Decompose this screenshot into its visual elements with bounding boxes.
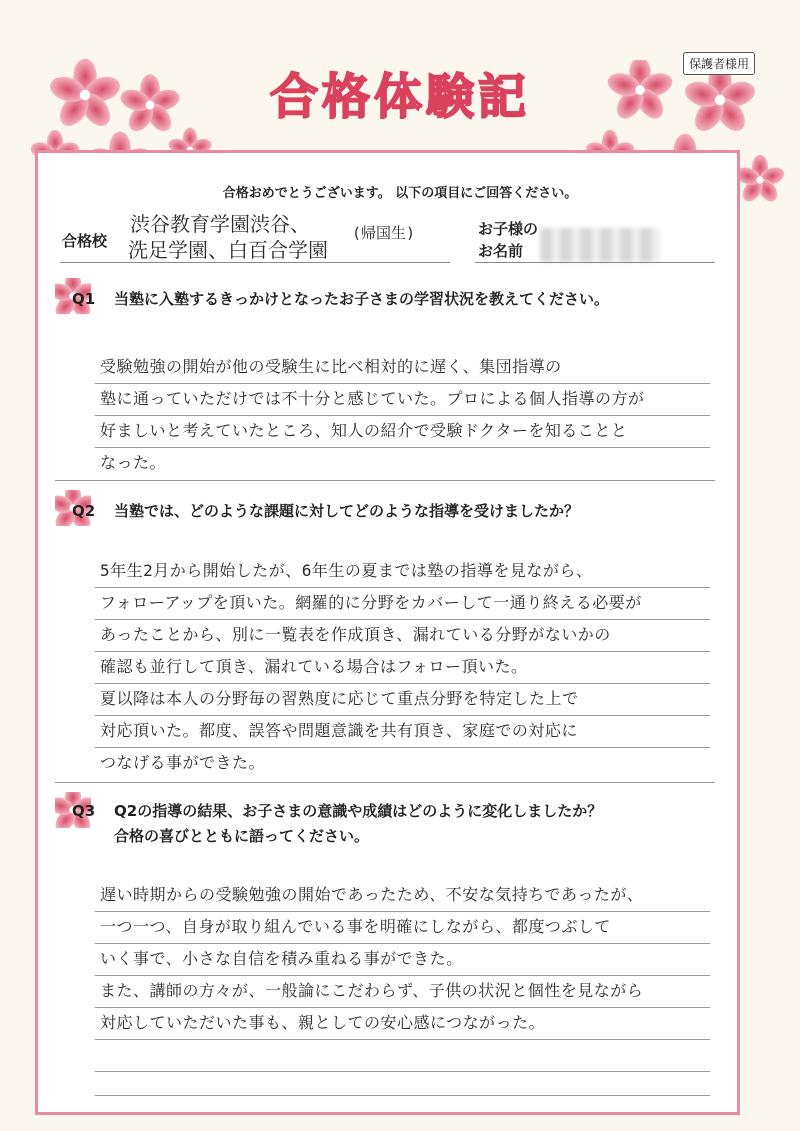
question-2-text: 当塾では、どのような課題に対してどのような指導を受けましたか？ [114, 502, 580, 520]
answer-1-line: なった。 [100, 453, 167, 472]
name-underline [475, 262, 715, 263]
answer-3-line: また、講師の方々が、一般論にこだわらず、子供の状況と個性を見ながら [100, 981, 644, 1000]
school-label: 合格校 [62, 232, 108, 250]
question-3-number: Q3 [72, 802, 96, 820]
answer-rule [95, 1071, 710, 1072]
answer-2 [100, 556, 712, 780]
answer-2-line: 確認も並行して頂き、漏れている場合はフォロー頂いた。 [100, 657, 528, 676]
child-name-label-2: お名前 [478, 242, 524, 260]
answer-3-line: 対応していただいた事も、親としての安心感につながった。 [100, 1013, 546, 1032]
answer-1 [100, 352, 712, 480]
question-2 [72, 500, 579, 521]
returnee-note: (帰国生) [352, 224, 416, 242]
section-separator [55, 782, 715, 783]
school-line-1: 渋谷教育学園渋谷、 [130, 212, 310, 236]
answer-2-line: あったことから、別に一覧表を作成頂き、漏れている分野がないかの [100, 625, 611, 644]
question-1-text: 当塾に入塾するきっかけとなったお子さまの学習状況を教えてください。 [114, 290, 610, 308]
answer-2-line: フォローアップを頂いた。網羅的に分野をカバーして一通り終える必要が [100, 593, 642, 612]
answer-2-line: 5年生2月から開始したが、6年生の夏までは塾の指導を見ながら、 [100, 561, 593, 580]
answer-3-line: いく事で、小さな自信を積み重ねる事ができた。 [100, 949, 463, 968]
intro-text: 合格おめでとうございます。 以下の項目にご回答ください。 [222, 186, 578, 201]
answer-2-line: 対応頂いた。都度、誤答や問題意識を共有頂き、家庭での対応に [100, 721, 578, 740]
answer-2-line: 夏以降は本人の分野毎の習熟度に応じて重点分野を特定した上で [100, 689, 579, 708]
school-line-2: 洗足学園、白百合学園 [128, 238, 328, 262]
answer-1-line: 受験勉強の開始が他の受験生に比べ相対的に遅く、集団指導の [100, 357, 562, 376]
question-3-subtext: 合格の喜びとともに語ってください。 [114, 827, 370, 845]
answer-rule [95, 1095, 710, 1096]
answer-1-line: 好ましいと考えていたところ、知人の紹介で受験ドクターを知ることと [100, 421, 628, 440]
parent-use-badge: 保護者様用 [683, 52, 755, 75]
question-2-number: Q2 [72, 502, 96, 520]
answer-1-line: 塾に通っていただけでは不十分と感じていた。プロによる個人指導の方が [100, 389, 645, 408]
question-1 [72, 288, 609, 309]
redacted-name [540, 228, 660, 262]
child-name-label-1: お子様の [478, 220, 539, 238]
answer-3-line: 一つ一つ、自身が取り組んでいる事を明確にしながら、都度つぶして [100, 917, 611, 936]
question-3-text: Q2の指導の結果、お子さまの意識や成績はどのように変化しましたか？ [114, 802, 603, 820]
question-1-number: Q1 [72, 290, 96, 308]
question-3 [72, 800, 602, 846]
answer-3 [100, 880, 712, 1040]
answer-3-line: 遅い時期からの受験勉強の開始であったため、不安な気持ちであったが、 [100, 885, 644, 904]
page-title: 合格体験記 [269, 69, 530, 125]
section-separator [55, 480, 715, 481]
answer-2-line: つなげる事ができた。 [100, 753, 266, 772]
school-underline [60, 262, 450, 263]
